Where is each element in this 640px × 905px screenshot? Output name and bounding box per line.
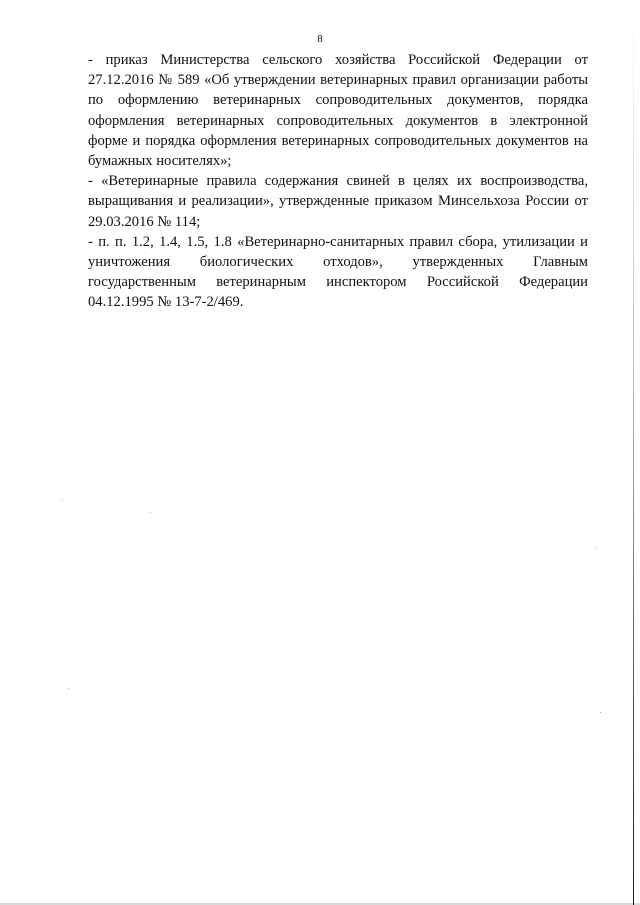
page-number: 8 — [317, 33, 323, 45]
list-item-pig-rules: - «Ветеринарные правила содержания свиней в целях их воспроизводства, выращивания и реализации», утвержденные приказом Минсельхоза России от 29.03.2016 № 114; — [88, 173, 588, 230]
scan-speck — [68, 688, 69, 689]
scan-speck — [600, 712, 601, 713]
scan-speck — [150, 512, 151, 513]
scan-edge-right — [633, 0, 634, 905]
scan-speck — [62, 500, 63, 501]
scan-speck — [596, 548, 597, 549]
document-body — [88, 50, 588, 313]
list-item-order-589: - приказ Министерства сельского хозяйства Российской Федерации от 27.12.2016 № 589 «Об утверждении ветеринарных правил организации работы по оформлению ветеринарных сопроводительных документов, порядка оформления ветеринарных сопроводительных документов в электронной форме и порядка оформления ветеринарных сопроводительных документов на бумажных носителях»; — [88, 52, 588, 170]
list-item-sanitary-rules: - п. п. 1.2, 1.4, 1.5, 1.8 «Ветеринарно-санитарных правил сбора, утилизации и уничтожения биологических отходов», утвержденных Главным государственным ветеринарным инспектором Российской Федерации 04.12.1995 № 13-7-2/469. — [88, 233, 588, 311]
